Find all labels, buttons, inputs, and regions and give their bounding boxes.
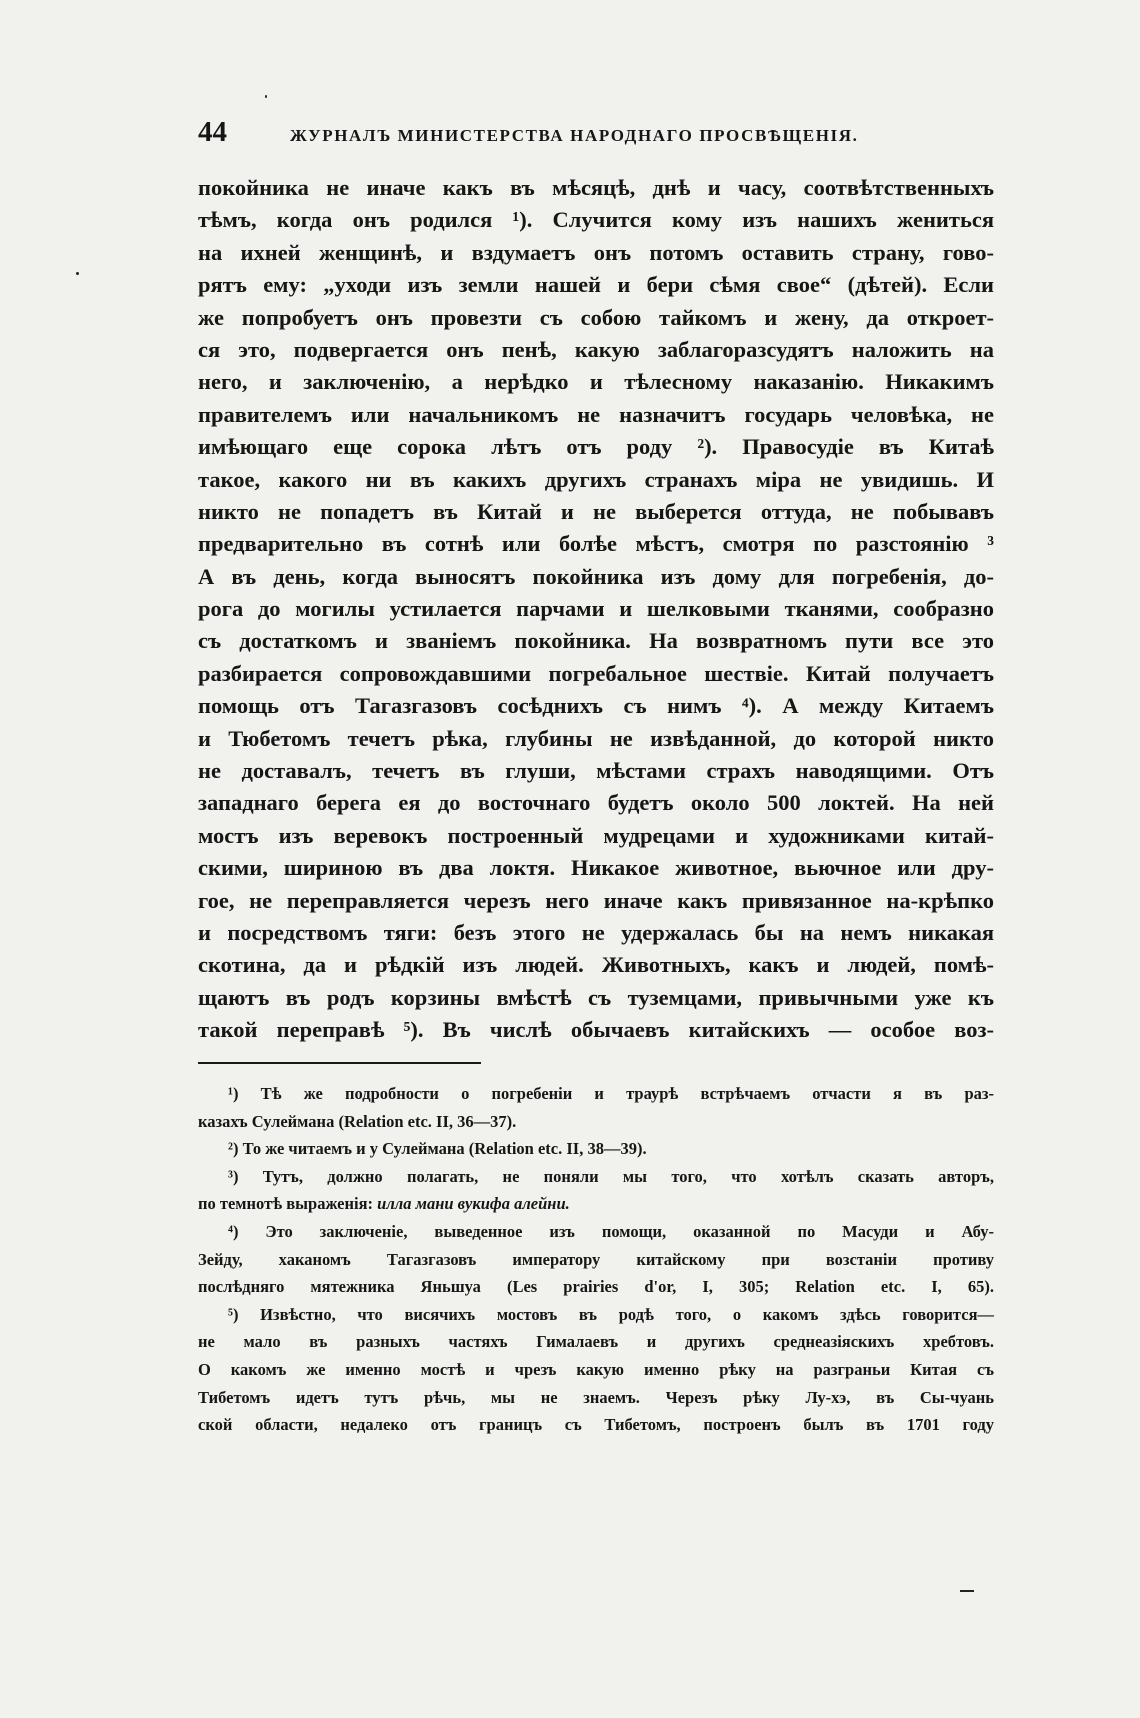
page-header <box>198 116 992 149</box>
text-line: западнаго берега ея до восточнаго будетъ около 500 локтей. На ней <box>198 790 994 816</box>
text-line: разбирается сопровождавшими погребальное шествіе. Китай получаетъ <box>198 660 994 686</box>
text-line: рога до могилы устилается парчами и шелковыми тканями, сообразно <box>198 596 994 622</box>
footnote-text: по темнотѣ выраженія: <box>198 1194 374 1214</box>
text-line: него, и заключенію, а нерѣдко и тѣлесному наказанію. Никакимъ <box>198 369 994 395</box>
text-line: помощь отъ Тагазгазовъ сосѣднихъ съ нимъ ⁴). А между Китаемъ <box>198 693 994 719</box>
footnote-line: ⁴) Это заключеніе, выведенное изъ помощи, оказанной по Масуди и Абу- <box>228 1221 994 1241</box>
footnote-divider <box>198 1062 481 1064</box>
footnote-line: ³) Тутъ, должно полагать, не поняли мы того, что хотѣлъ сказать авторъ, <box>228 1166 994 1186</box>
text-line: на ихней женщинѣ, и вздумаетъ онъ потомъ оставить страну, гово- <box>198 239 994 265</box>
footnotes <box>198 1080 994 1439</box>
footnote-line: ской области, недалеко отъ границъ съ Тибетомъ, построенъ былъ въ 1701 году <box>198 1415 994 1435</box>
print-speck <box>265 95 267 98</box>
footnote-line: ²) То же читаемъ и у Сулеймана (Relation etc. II, 38—39). <box>228 1139 647 1159</box>
text-line: же попробуетъ онъ провезти съ собою тайкомъ и жену, да откроет- <box>198 304 994 330</box>
running-title: ЖУРНАЛЪ МИНИСТЕРСТВА НАРОДНАГО ПРОСВѢЩЕНІЯ. <box>290 126 859 145</box>
text-line: съ достаткомъ и званіемъ покойника. На возвратномъ пути все это <box>198 628 994 654</box>
print-speck <box>960 1590 974 1592</box>
text-line: скими, шириною въ два локтя. Никакое животное, вьючное или дру- <box>198 855 994 881</box>
text-line: покойника не иначе какъ въ мѣсяцѣ, днѣ и часу, соотвѣтственныхъ <box>198 175 994 200</box>
text-line: тѣмъ, когда онъ родился ¹). Случится кому изъ нашихъ жениться <box>198 207 994 233</box>
print-speck <box>76 272 79 275</box>
text-line: и посредствомъ тяги: безъ этого не удержалась бы на немъ никакая <box>198 919 994 945</box>
footnote-italic-quote: илла мани вукифа алейни. <box>377 1194 570 1214</box>
footnote-line: О какомъ же именно мостѣ и чрезъ какую именно рѣку на разграньи Китая съ <box>198 1359 994 1379</box>
footnote-line: ¹) Тѣ же подробности о погребеніи и траурѣ встрѣчаемъ отчасти я въ раз- <box>228 1084 994 1103</box>
text-line: щаютъ въ родъ корзины вмѣстѣ съ туземцами, привычными уже къ <box>198 984 994 1010</box>
text-line: правителемъ или начальникомъ не назначитъ государь человѣка, не <box>198 401 994 427</box>
text-line: гое, не переправляется черезъ него иначе какъ привязанное на-крѣпко <box>198 887 994 913</box>
text-line: не доставалъ, течетъ въ глуши, мѣстами страхъ наводящими. Отъ <box>198 758 994 784</box>
main-text <box>198 172 994 1047</box>
text-line: мостъ изъ веревокъ построенный мудрецами и художниками китай- <box>198 822 994 848</box>
text-line: скотина, да и рѣдкій изъ людей. Животныхъ, какъ и людей, помѣ- <box>198 952 994 978</box>
text-line: имѣющаго еще сорока лѣтъ отъ роду ²). Правосудіе въ Китаѣ <box>198 434 994 460</box>
footnote-line: Тибетомъ идетъ тутъ рѣчь, мы не знаемъ. Черезъ рѣку Лу-хэ, въ Сы-чуань <box>198 1387 994 1407</box>
footnote-line: ⁵) Извѣстно, что висячихъ мостовъ въ родѣ того, о какомъ здѣсь говорится— <box>228 1304 994 1324</box>
text-line: никто не попадетъ въ Китай и не выберется оттуда, не побывавъ <box>198 498 994 524</box>
footnote-line: казахъ Сулеймана (Relation etc. II, 36—37). <box>198 1111 517 1131</box>
text-line: и Тюбетомъ течетъ рѣка, глубины не извѣданной, до которой никто <box>198 725 994 751</box>
footnote-line: послѣдняго мятежника Яньшуа (Les prairies d'or, I, 305; Relation etc. I, 65). <box>198 1277 994 1297</box>
text-line: предварительно въ сотнѣ или болѣе мѣстъ, смотря по разстоянію ³ <box>198 531 994 557</box>
text-line: такое, какого ни въ какихъ другихъ странахъ міра не увидишь. И <box>198 466 994 492</box>
page-number: 44 <box>198 116 227 148</box>
footnote-line: не мало въ разныхъ частяхъ Гималаевъ и другихъ среднеазіяскихъ хребтовъ. <box>198 1332 994 1352</box>
footnote-line: Зейду, хаканомъ Тагазгазовъ императору китайскому при возстаніи противу <box>198 1249 994 1269</box>
text-line: такой переправѣ ⁵). Въ числѣ обычаевъ китайскихъ — особое воз- <box>198 1017 994 1043</box>
text-line: ся это, подвергается онъ пенѣ, какую заблагоразсудятъ наложить на <box>198 336 994 362</box>
text-line: рятъ ему: „уходи изъ земли нашей и бери сѣмя свое“ (дѣтей). Если <box>198 272 994 298</box>
footnote-line-with-quote <box>198 1190 994 1218</box>
text-line: А въ день, когда выносятъ покойника изъ дому для погребенія, до- <box>198 563 994 589</box>
